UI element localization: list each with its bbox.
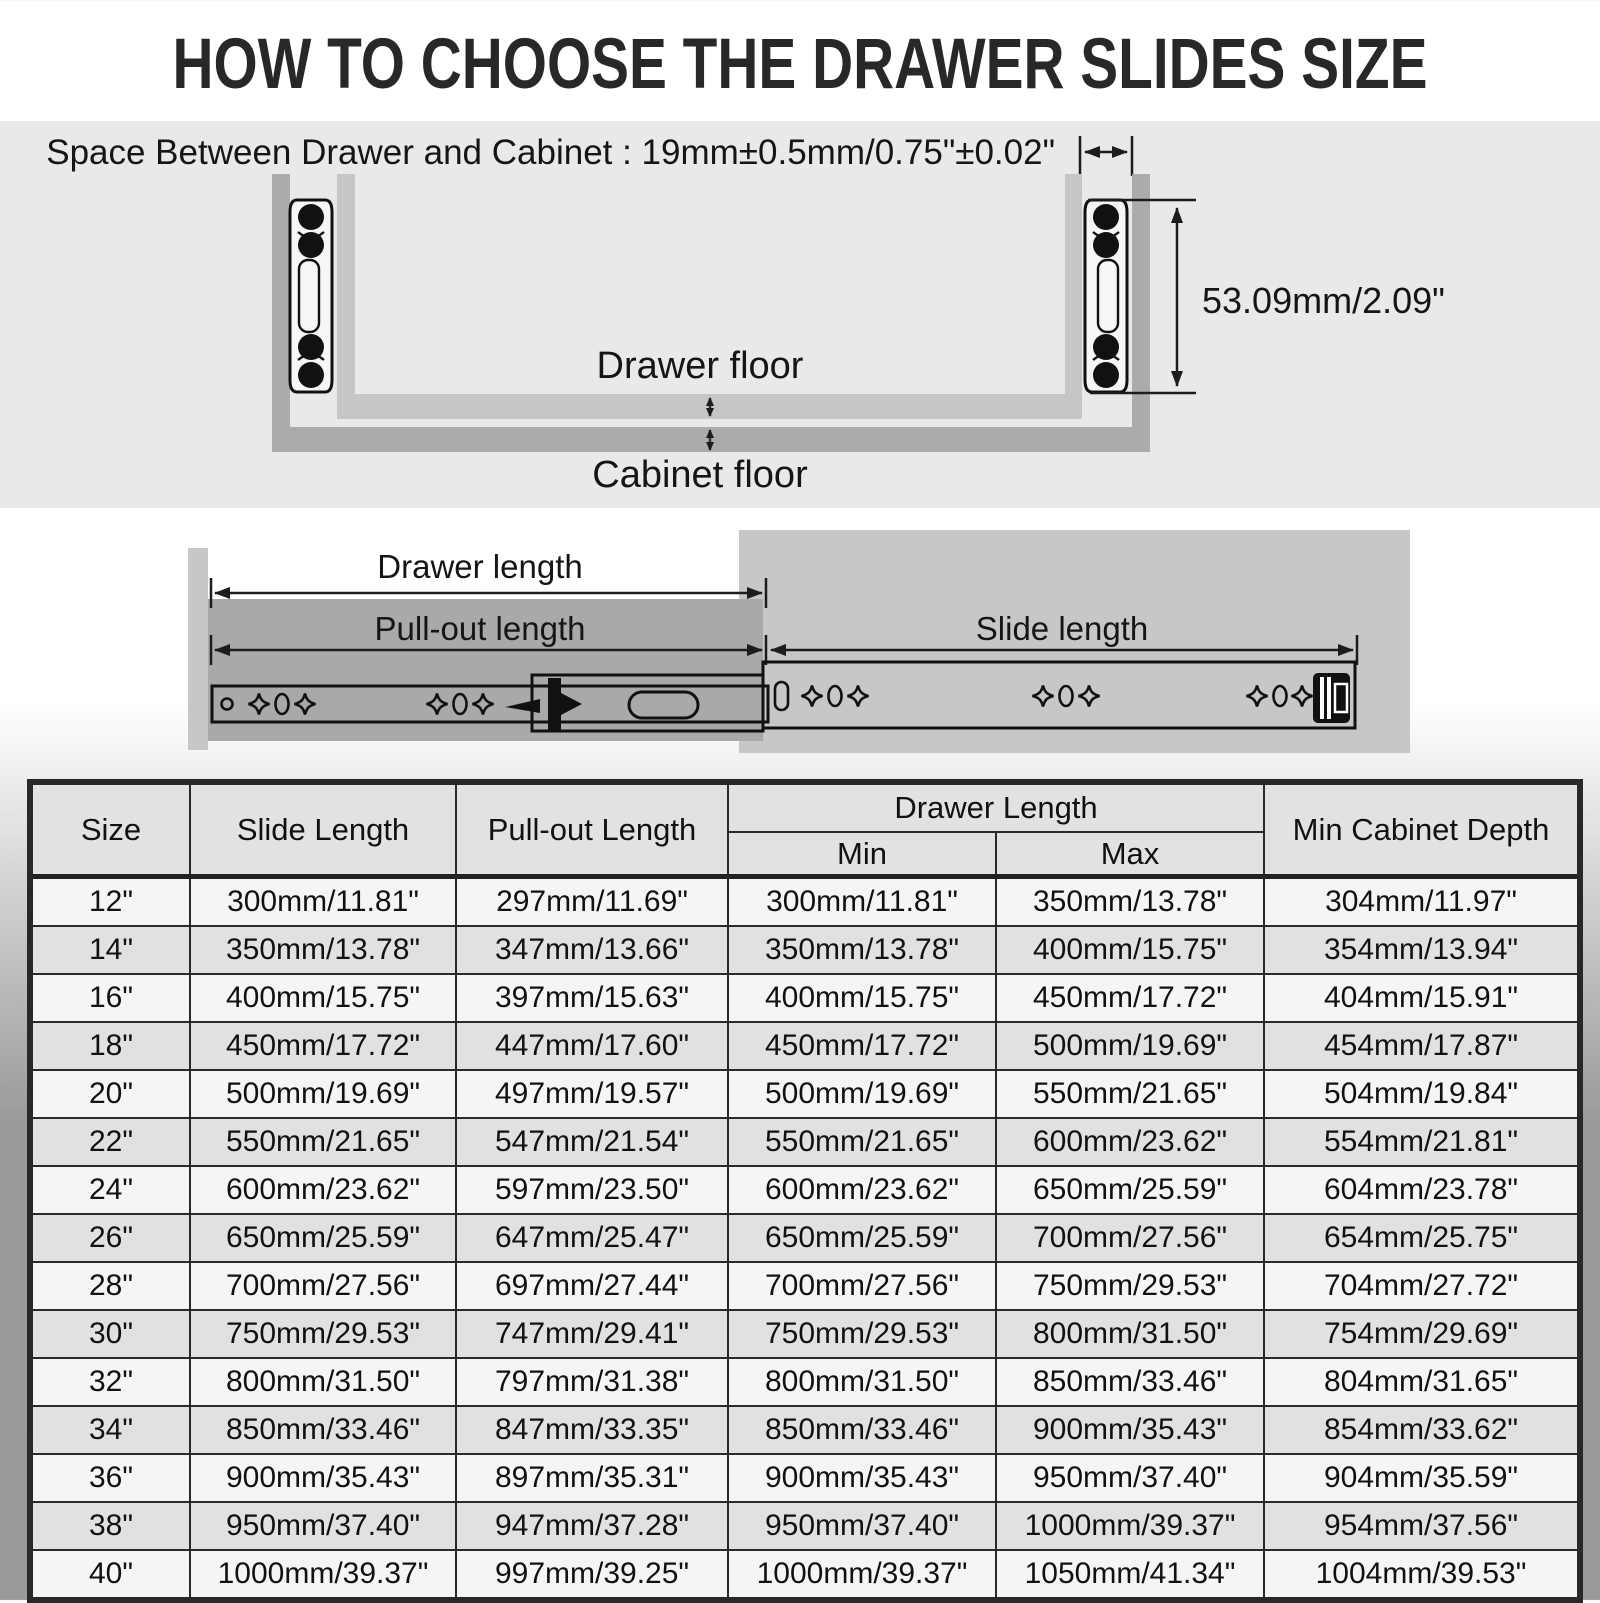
header-drawer-length-max: Max (996, 832, 1264, 877)
cell-slide-length: 950mm/37.40" (190, 1502, 456, 1550)
header-min-cabinet-depth: Min Cabinet Depth (1264, 782, 1580, 877)
cell-pullout-length: 647mm/25.47" (456, 1214, 728, 1262)
cell-drawer-length-max: 1050mm/41.34" (996, 1550, 1264, 1600)
cell-drawer-length-min: 700mm/27.56" (728, 1262, 996, 1310)
cell-drawer-length-min: 400mm/15.75" (728, 974, 996, 1022)
cell-drawer-length-max: 350mm/13.78" (996, 877, 1264, 927)
cell-slide-length: 850mm/33.46" (190, 1406, 456, 1454)
cell-size: 16" (30, 974, 190, 1022)
cell-pullout-length: 897mm/35.31" (456, 1454, 728, 1502)
table-row (30, 1454, 1580, 1502)
cell-drawer-length-max: 1000mm/39.37" (996, 1502, 1264, 1550)
cell-size: 24" (30, 1166, 190, 1214)
cell-pullout-length: 597mm/23.50" (456, 1166, 728, 1214)
table-row (30, 1166, 1580, 1214)
cell-slide-length: 750mm/29.53" (190, 1310, 456, 1358)
cell-size: 38" (30, 1502, 190, 1550)
cell-drawer-length-min: 800mm/31.50" (728, 1358, 996, 1406)
table-row (30, 1310, 1580, 1358)
cell-slide-length: 500mm/19.69" (190, 1070, 456, 1118)
cell-slide-length: 450mm/17.72" (190, 1022, 456, 1070)
space-dimension-label: Space Between Drawer and Cabinet : 19mm±0.5mm/0.75"±0.02" (46, 133, 1055, 172)
cell-slide-length: 400mm/15.75" (190, 974, 456, 1022)
drawer-front-panel (188, 548, 208, 750)
cell-drawer-length-max: 750mm/29.53" (996, 1262, 1264, 1310)
cell-min-cabinet-depth: 704mm/27.72" (1264, 1262, 1580, 1310)
cell-drawer-length-max: 800mm/31.50" (996, 1310, 1264, 1358)
header-slide-length: Slide Length (190, 782, 456, 877)
header-size: Size (30, 782, 190, 877)
cell-drawer-length-min: 550mm/21.65" (728, 1118, 996, 1166)
cell-drawer-length-min: 300mm/11.81" (728, 877, 996, 927)
cell-size: 36" (30, 1454, 190, 1502)
cell-drawer-length-max: 950mm/37.40" (996, 1454, 1264, 1502)
size-table (27, 779, 1583, 1603)
cell-pullout-length: 797mm/31.38" (456, 1358, 728, 1406)
slide-profile-right (1085, 200, 1127, 392)
cell-min-cabinet-depth: 854mm/33.62" (1264, 1406, 1580, 1454)
cell-pullout-length: 447mm/17.60" (456, 1022, 728, 1070)
cell-pullout-length: 697mm/27.44" (456, 1262, 728, 1310)
table-row (30, 1550, 1580, 1600)
table-row (30, 1262, 1580, 1310)
cell-min-cabinet-depth: 804mm/31.65" (1264, 1358, 1580, 1406)
cell-pullout-length: 347mm/13.66" (456, 926, 728, 974)
table-row (30, 1406, 1580, 1454)
table-row (30, 1070, 1580, 1118)
cell-min-cabinet-depth: 354mm/13.94" (1264, 926, 1580, 974)
cell-min-cabinet-depth: 504mm/19.84" (1264, 1070, 1580, 1118)
cell-size: 14" (30, 926, 190, 974)
cell-drawer-length-min: 950mm/37.40" (728, 1502, 996, 1550)
cell-min-cabinet-depth: 554mm/21.81" (1264, 1118, 1580, 1166)
cell-min-cabinet-depth: 904mm/35.59" (1264, 1454, 1580, 1502)
cell-drawer-length-min: 500mm/19.69" (728, 1070, 996, 1118)
table-row (30, 877, 1580, 927)
cell-slide-length: 650mm/25.59" (190, 1214, 456, 1262)
cell-pullout-length: 947mm/37.28" (456, 1502, 728, 1550)
cell-pullout-length: 297mm/11.69" (456, 877, 728, 927)
diagram-lengths (188, 530, 1410, 753)
drawer-right-wall (1065, 174, 1082, 419)
cell-slide-length: 900mm/35.43" (190, 1454, 456, 1502)
cell-drawer-length-max: 500mm/19.69" (996, 1022, 1264, 1070)
cell-min-cabinet-depth: 1004mm/39.53" (1264, 1550, 1580, 1600)
cabinet-floor-label: Cabinet floor (592, 454, 808, 496)
cell-drawer-length-max: 450mm/17.72" (996, 974, 1264, 1022)
table-row (30, 1022, 1580, 1070)
page-title: HOW TO CHOOSE THE DRAWER SLIDES SIZE (172, 24, 1428, 104)
cell-size: 22" (30, 1118, 190, 1166)
cell-drawer-length-max: 700mm/27.56" (996, 1214, 1264, 1262)
header-drawer-length-min: Min (728, 832, 996, 877)
cell-size: 26" (30, 1214, 190, 1262)
cell-drawer-length-min: 450mm/17.72" (728, 1022, 996, 1070)
cell-drawer-length-min: 650mm/25.59" (728, 1214, 996, 1262)
cell-drawer-length-min: 900mm/35.43" (728, 1454, 996, 1502)
table-row (30, 926, 1580, 974)
cell-drawer-length-max: 550mm/21.65" (996, 1070, 1264, 1118)
cell-min-cabinet-depth: 954mm/37.56" (1264, 1502, 1580, 1550)
drawer-left-wall (337, 174, 355, 419)
cell-pullout-length: 397mm/15.63" (456, 974, 728, 1022)
cell-size: 12" (30, 877, 190, 927)
cell-min-cabinet-depth: 454mm/17.87" (1264, 1022, 1580, 1070)
cell-min-cabinet-depth: 604mm/23.78" (1264, 1166, 1580, 1214)
cell-slide-length: 700mm/27.56" (190, 1262, 456, 1310)
cell-drawer-length-min: 1000mm/39.37" (728, 1550, 996, 1600)
cabinet-right-wall (1132, 174, 1150, 452)
table-row (30, 1358, 1580, 1406)
cell-drawer-length-max: 650mm/25.59" (996, 1166, 1264, 1214)
cell-drawer-length-min: 750mm/29.53" (728, 1310, 996, 1358)
height-dimension-label: 53.09mm/2.09" (1202, 280, 1445, 321)
cell-pullout-length: 997mm/39.25" (456, 1550, 728, 1600)
cell-slide-length: 600mm/23.62" (190, 1166, 456, 1214)
cell-pullout-length: 847mm/33.35" (456, 1406, 728, 1454)
cell-slide-length: 350mm/13.78" (190, 926, 456, 974)
slide-profile-left (290, 200, 332, 392)
cell-pullout-length: 747mm/29.41" (456, 1310, 728, 1358)
diagram-cross-section (0, 121, 1600, 508)
drawer-floor-label: Drawer floor (596, 345, 804, 387)
cell-size: 40" (30, 1550, 190, 1600)
table-row (30, 974, 1580, 1022)
drawer-length-label: Drawer length (377, 548, 583, 585)
cabinet-left-wall (272, 174, 290, 452)
cell-drawer-length-min: 600mm/23.62" (728, 1166, 996, 1214)
cell-size: 28" (30, 1262, 190, 1310)
cell-drawer-length-min: 350mm/13.78" (728, 926, 996, 974)
cell-drawer-length-max: 850mm/33.46" (996, 1358, 1264, 1406)
rail-stop-bar (548, 678, 561, 730)
cell-size: 18" (30, 1022, 190, 1070)
cell-min-cabinet-depth: 304mm/11.97" (1264, 877, 1580, 927)
cell-size: 30" (30, 1310, 190, 1358)
cell-pullout-length: 547mm/21.54" (456, 1118, 728, 1166)
size-table-container (27, 779, 1577, 1603)
table-row (30, 1502, 1580, 1550)
cell-min-cabinet-depth: 754mm/29.69" (1264, 1310, 1580, 1358)
header-drawer-length: Drawer Length (728, 782, 1264, 832)
table-row (30, 1214, 1580, 1262)
cell-pullout-length: 497mm/19.57" (456, 1070, 728, 1118)
cell-drawer-length-max: 400mm/15.75" (996, 926, 1264, 974)
cell-size: 34" (30, 1406, 190, 1454)
cell-size: 20" (30, 1070, 190, 1118)
header-pullout-length: Pull-out Length (456, 782, 728, 877)
cell-min-cabinet-depth: 654mm/25.75" (1264, 1214, 1580, 1262)
rail-end-bracket (1313, 673, 1350, 723)
table-row (30, 1118, 1580, 1166)
cell-size: 32" (30, 1358, 190, 1406)
pullout-length-label: Pull-out length (374, 610, 586, 647)
cell-slide-length: 550mm/21.65" (190, 1118, 456, 1166)
cell-drawer-length-max: 600mm/23.62" (996, 1118, 1264, 1166)
cell-slide-length: 300mm/11.81" (190, 877, 456, 927)
cell-slide-length: 800mm/31.50" (190, 1358, 456, 1406)
cell-min-cabinet-depth: 404mm/15.91" (1264, 974, 1580, 1022)
cell-slide-length: 1000mm/39.37" (190, 1550, 456, 1600)
cell-drawer-length-min: 850mm/33.46" (728, 1406, 996, 1454)
slide-length-label: Slide length (975, 610, 1149, 647)
cell-drawer-length-max: 900mm/35.43" (996, 1406, 1264, 1454)
